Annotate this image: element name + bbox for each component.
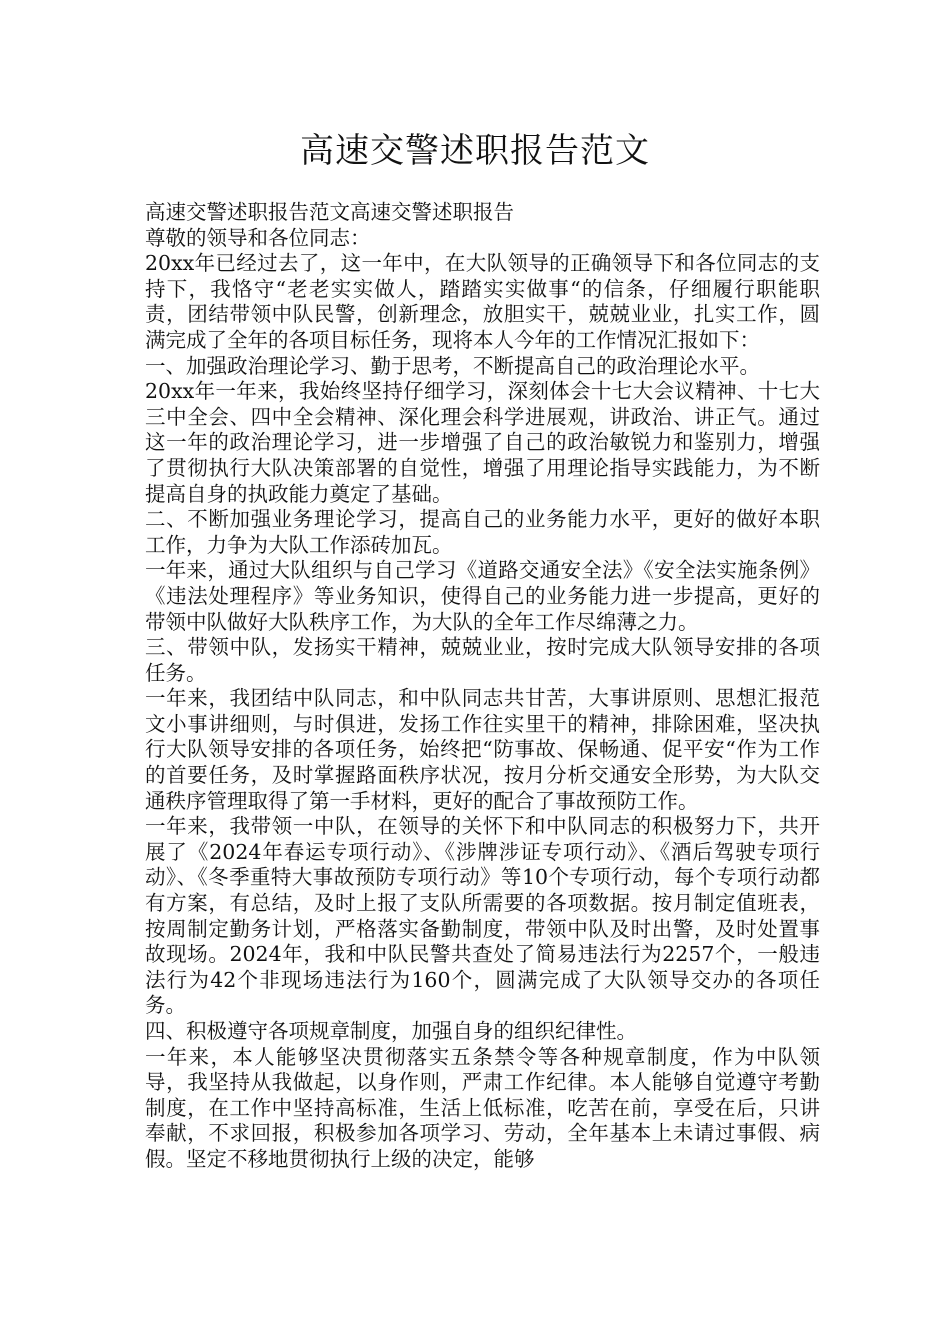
section-heading-4: 四、积极遵守各项规章制度，加强自身的组织纪律性。 xyxy=(145,1019,637,1043)
paragraph-section-3a: 一年来，我团结中队同志，和中队同志共甘苦，大事讲原则、思想汇报范文小事讲细则，与时俱进，发扬工作往实里干的精神，排除困难，坚决执行大队领导安排的各项任务，始终把“防事故、保畅通、促平安“作为工作的首要任务，及时掌握路面秩序状况，按月分析交通安全形势，为大队交通秩序管理取得了第一手材料，更好的配合了事故预防工作。 xyxy=(145,686,820,813)
section-heading-1: 一、加强政治理论学习、勤于思考，不断提高自己的政治理论水平。 xyxy=(145,353,760,378)
paragraph-section-3b: 一年来，我带领一中队，在领导的关怀下和中队同志的积极努力下，共开展了《2024年春运专项行动》、《涉牌涉证专项行动》、《酒后驾驶专项行动》、《冬季重特大事故预防专项行动》等10个专项行动，每个专项行动都有方案，有总结，及时上报了支队所需要的各项数据。按月制定值班表，按周制定勤务计划，严格落实备勤制度，带领中队及时出警，及时处置事故现场。2024年，我和中队民警共查处了简易违法行为2257个，一般违法行为42个非现场违法行为160个，圆满完成了大队领导交办的各项任务。 xyxy=(145,814,820,1018)
paragraph-section-4: 一年来，本人能够坚决贯彻落实五条禁令等各种规章制度，作为中队领导，我坚持从我做起，以身作则，严肃工作纪律。本人能够自觉遵守考勤制度，在工作中坚持高标准，生活上低标准，吃苦在前，享受在后，只讲奉献，不求回报，积极参加各项学习、劳动，全年基本上未请过事假、病假。坚定不移地贯彻执行上级的决定，能够 xyxy=(145,1044,820,1171)
section-heading-3: 三、带领中队，发扬实干精神，兢兢业业，按时完成大队领导安排的各项任务。 xyxy=(145,635,820,685)
paragraph-salutation: 尊敬的领导和各位同志： xyxy=(145,225,371,250)
paragraph-section-2: 一年来，通过大队组织与自己学习《道路交通安全法》《安全法实施条例》《违法处理程序》等业务知识，使得自己的业务能力进一步提高，更好的带领中队做好大队秩序工作，为大队的全年工作尽绵薄之力。 xyxy=(145,558,820,634)
paragraph-subtitle: 高速交警述职报告范文高速交警述职报告 xyxy=(145,200,514,224)
paragraph-intro: 20xx年已经过去了，这一年中，在大队领导的正确领导下和各位同志的支持下，我恪守“老老实实做人，踏踏实实做事“的信条，仔细履行职能职责，团结带领中队民警，创新理念，放胆实干，兢兢业业，扎实工作，圆满完成了全年的各项目标任务，现将本人今年的工作情况汇报如下： xyxy=(145,251,820,352)
document-body xyxy=(145,200,820,1173)
paragraph-section-1: 20xx年一年来，我始终坚持仔细学习，深刻体会十七大会议精神、十七大三中全会、四中全会精神、深化理会科学进展观，讲政治、讲正气。通过这一年的政治理论学习，进一步增强了自己的政治敏锐力和鉴别力，增强了贯彻执行大队决策部署的自觉性，增强了用理论指导实践能力，为不断提高自身的执政能力奠定了基础。 xyxy=(145,379,820,506)
document-title: 高速交警述职报告范文 xyxy=(300,131,650,171)
section-heading-2: 二、不断加强业务理论学习，提高自己的业务能力水平，更好的做好本职工作，力争为大队工作添砖加瓦。 xyxy=(145,507,820,557)
